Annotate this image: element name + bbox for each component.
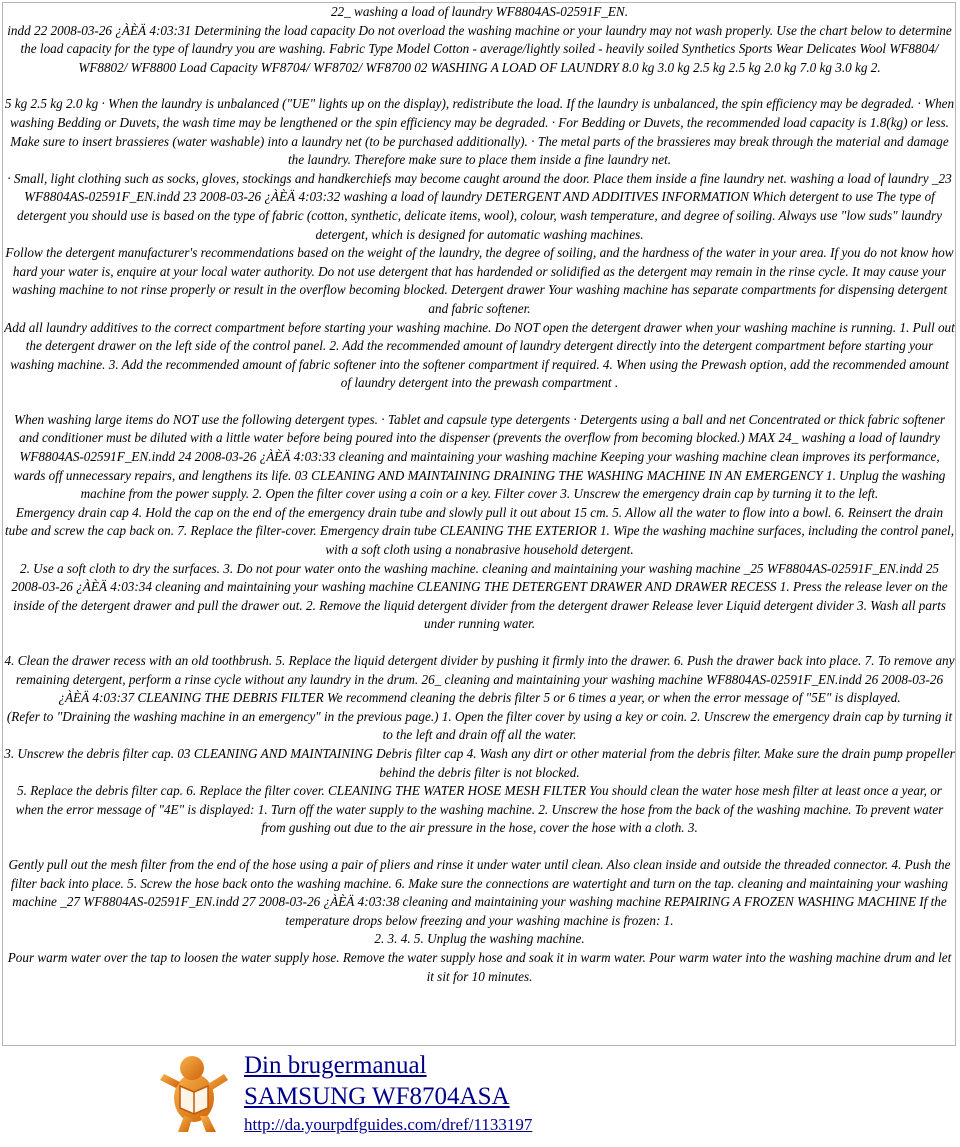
product-link[interactable]: SAMSUNG WF8704ASA <box>244 1083 510 1110</box>
paragraph: 2. Use a soft cloth to dry the surfaces. 3. Do not pour water onto the washing machine. cleaning and maintaining your washing machine _25 WF8804AS-02591F_EN.indd 25 2008-03-26 ¿ÀÈÄ 4:03:34 cleaning and maintaining your washing machine CLEANING THE DETERGENT DRAWER AND DRAWER RECESS 1. Press the release lever on the inside of the detergent drawer and pull the drawer out. 2. Remove the liquid detergent divider from the detergent drawer Release lever Liquid detergent divider 3. Wash all parts under running water. <box>11 560 948 632</box>
paragraph: 3. Unscrew the debris filter cap. 03 CLEANING AND MAINTAINING Debris filter cap 4. Wash any dirt or other material from the debris filter. Make sure the drain pump propeller behind the debris filter is not blocked. <box>4 745 955 780</box>
manual-title-link[interactable]: Din brugermanual <box>244 1052 427 1079</box>
paragraph: 4. Clean the drawer recess with an old toothbrush. 5. Replace the liquid detergent divider by pushing it firmly into the drawer. 6. Push the drawer back into place. 7. To remove any remaining detergent, perform a rinse cycle without any laundry in the drum. 26_ cleaning and maintaining your washing machine WF8804AS-02591F_EN.indd 26 2008-03-26 ¿ÀÈÄ 4:03:37 CLEANING THE DEBRIS FILTER We recommend cleaning the debris filter 5 or 6 times a year, or when the error message of "5E" is displayed. <box>4 653 955 706</box>
paragraph: (Refer to "Draining the washing machine in an emergency" in the previous page.) 1. Open the filter cover by using a key or coin. 2. Unscrew the emergency drain cap by turning it to the left and drain off all the water. <box>6 708 953 743</box>
footer <box>154 1050 714 1142</box>
paragraph: When washing large items do NOT use the following detergent types. · Tablet and capsule type detergents · Detergents using a ball and net Concentrated or thick fabric softener and conditioner must be diluted with a little water before being poured into the dispenser (prevents the overflow from becoming blocked.) MAX 24_ washing a load of laundry WF8804AS-02591F_EN.indd 24 2008-03-26 ¿ÀÈÄ 4:03:33 cleaning and maintaining your washing machine Keeping your washing machine clean improves its performance, wards off unnecessary repairs, and lengthens its life. 03 CLEANING AND MAINTAINING DRAINING THE WASHING MACHINE IN AN EMERGENCY 1. Unplug the washing machine from the power supply. 2. Open the filter cover using a coin or a key. Filter cover 3. Unscrew the emergency drain cap by turning it to the left. <box>13 411 946 502</box>
paragraph: Emergency drain cap 4. Hold the cap on the end of the emergency drain tube and slowly pull it out about 15 cm. 5. Allow all the water to flow into a bowl. 6. Reinsert the drain tube and screw the cap back on. 7. Replace the filter-cover. Emergency drain tube CLEANING THE EXTERIOR 1. Wipe the washing machine surfaces, including the control panel, with a soft cloth using a nonabrasive household detergent. <box>4 504 955 558</box>
url-link[interactable]: http://da.yourpdfguides.com/dref/1133197 <box>244 1115 533 1134</box>
paragraph: indd 22 2008-03-26 ¿ÀÈÄ 4:03:31 Determining the load capacity Do not overload the washing machine or your laundry may not wash properly. Use the chart below to determine the load capacity for the type of laundry you are washing. Fabric Type Model Cotton - average/lightly soiled - heavily soiled Synthetics Sports Wear Delicates Wool WF8804/ WF8802/ WF8800 Load Capacity WF8704/ WF8702/ WF8700 02 WASHING A LOAD OF LAUNDRY 8.0 kg 3.0 kg 2.5 kg 2.5 kg 2.0 kg 7.0 kg 3.0 kg 2. <box>7 22 952 75</box>
paragraph: 22_ washing a load of laundry WF8804AS-02591F_EN. <box>330 4 629 19</box>
paragraph: 2. 3. 4. 5. Unplug the washing machine. <box>374 931 585 947</box>
paragraph: Pour warm water over the tap to loosen the water supply hose. Remove the water supply hose and soak it in warm water. Pour warm water into the washing machine drum and let it sit for 10 minutes. <box>7 949 952 984</box>
paragraph: Follow the detergent manufacturer's recommendations based on the weight of the laundry, the degree of soiling, and the hardness of the water in your area. If you do not know how hard your water is, enquire at your local water authority. Do not use detergent that has hardended or solidified as the detergent may remain in the rinse cycle. It may cause your washing machine to not rinse properly or result in the overflow becoming blocked. Detergent drawer Your washing machine has separate compartments for dispensing detergent and fabric softener. <box>5 245 954 316</box>
paragraph: · Small, light clothing such as socks, gloves, stockings and handkerchiefs may become caught around the door. Place them inside a fine laundry net. washing a load of laundry _23 WF8804AS-02591F_EN.indd 23 2008-03-26 ¿ÀÈÄ 4:03:32 washing a load of laundry DETERGENT AND ADDITIVES INFORMATION Which detergent to use The type of detergent you should use is based on the type of fabric (cotton, synthetic, delicate items, wool), colour, wash temperature, and degree of soiling. Always use "low suds" laundry detergent, which is designed for automatic washing machines. <box>7 170 952 242</box>
footer-links <box>244 1050 532 1138</box>
manual-text <box>4 3 955 1043</box>
paragraph: 5 kg 2.5 kg 2.0 kg · When the laundry is unbalanced ("UE" lights up on the display), redistribute the load. If the laundry is unbalanced, the spin efficiency may be degraded. · When washing Bedding or Duvets, the wash time may be lengthened or the spin efficiency may be degraded. · For Bedding or Duvets, the recommended load capacity is 1.8(kg) or less. Make sure to insert brassieres (water washable) into a laundry net (to be purchased additionally). · The metal parts of the brassieres may break through the material and damage the laundry. Therefore make sure to place them inside a fine laundry net. <box>4 96 955 168</box>
paragraph: 5. Replace the debris filter cap. 6. Replace the filter cover. CLEANING THE WATER HOSE MESH FILTER You should clean the water hose mesh filter at least once a year, or when the error message of "4E" is displayed: 1. Turn off the water supply to the washing machine. 2. Unscrew the hose from the back of the washing machine. To prevent water from gushing out due to the air pressure in the hose, cover the hose with a cloth. 3. <box>15 783 944 836</box>
manual-book-icon <box>154 1050 234 1134</box>
paragraph: Add all laundry additives to the correct compartment before starting your washing machine. Do NOT open the detergent drawer when your washing machine is running. 1. Pull out the detergent drawer on the left side of the control panel. 2. Add the recommended amount of laundry detergent directly into the detergent compartment before starting your washing machine. 3. Add the recommended amount of fabric softener into the softener compartment if required. 4. When using the Prewash option, add the recommended amount of laundry detergent into the prewash compartment . <box>4 319 955 391</box>
paragraph: Gently pull out the mesh filter from the end of the hose using a pair of pliers and rinse it under water until clean. Also clean inside and outside the threaded connector. 4. Push the filter back into place. 5. Screw the hose back onto the washing machine. 6. Make sure the connections are watertight and turn on the tap. cleaning and maintaining your washing machine _27 WF8804AS-02591F_EN.indd 27 2008-03-26 ¿ÀÈÄ 4:03:38 cleaning and maintaining your washing machine REPAIRING A FROZEN WASHING MACHINE If the temperature drops below freezing and your washing machine is frozen: 1. <box>8 856 951 928</box>
